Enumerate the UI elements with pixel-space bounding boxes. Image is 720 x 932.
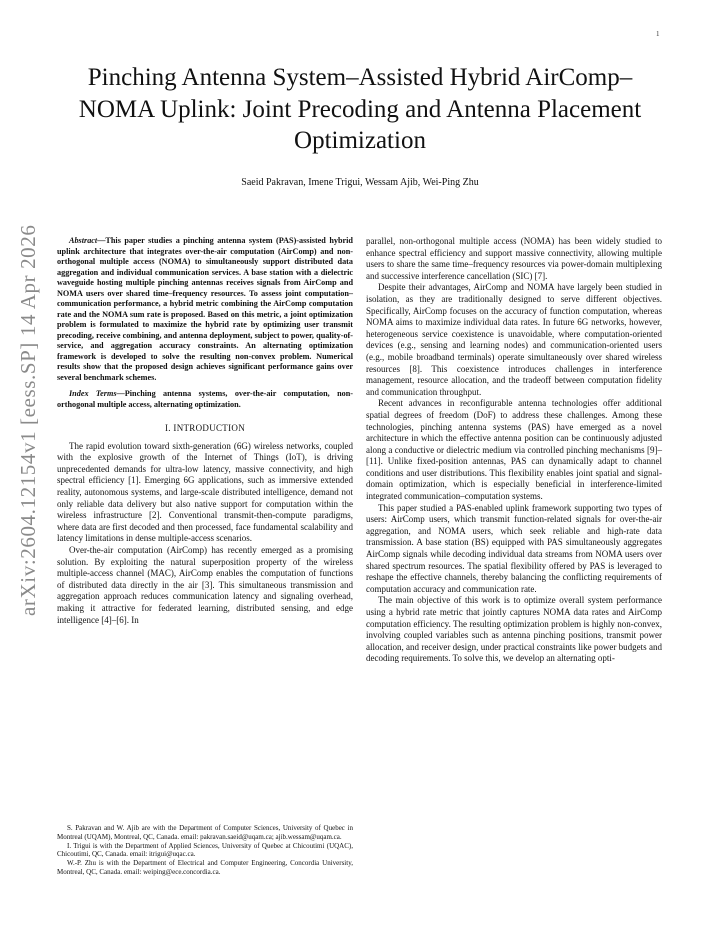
author-list: Saeid Pakravan, Imene Trigui, Wessam Ajib, Wei-Ping Zhu <box>241 177 479 188</box>
index-terms-lead: Index Terms <box>69 389 117 398</box>
abstract-text: —This paper studies a pinching antenna system (PAS)-assisted hybrid uplink architecture that integrates over-the-air computation (AirComp) and non-orthogonal multiple access (NOMA) to simultaneously support distributed data aggregation and individual communication services. A base station with a dielectric waveguide hosting multiple pinching antennas receives signals from AirComp and NOMA users over shared time–frequency resources. To assess joint computation–communication performance, a hybrid metric combining the AirComp computation rate and the NOMA sum rate is proposed. Based on this metric, a joint optimization problem is formulated to maximize the hybrid rate by optimizing user transmit precoding, receive combining, and antenna deployment, subject to power, quality-of-service, and aggregation accuracy constraints. An alternating optimization framework is developed to solve the resulting non-convex problem. Numerical results show that the proposed design achieves significant performance gains over several benchmark schemes. <box>57 236 353 382</box>
section-heading-introduction: I. INTRODUCTION <box>165 423 245 433</box>
arxiv-watermark: arXiv:2604.12154v1 [eess.SP] 14 Apr 2026 <box>16 224 40 616</box>
footnote: S. Pakravan and W. Ajib are with the Department of Computer Sciences, University of Quebec in Montreal (UQAM), Montreal, QC, Canada. email: pakravan.saeid@uqam.ca; ajib.wessam@uqam.ca. <box>57 824 353 841</box>
author-footnotes <box>57 824 353 877</box>
body-paragraph: parallel, non-orthogonal multiple access (NOMA) has been widely studied to enhance spectral efficiency and support massive connectivity, allowing multiple users to share the same time–frequency resources via power-domain multiplexing and successive interference cancellation (SIC) [7]. <box>366 236 662 281</box>
body-paragraph: This paper studied a PAS-enabled uplink framework supporting two types of users: AirComp users, which transmit function-related signals for over-the-air aggregation, and NOMA users, which seek reliable and high-rate data transmission. A base station (BS) equipped with PAS simultaneously aggregates AirComp signals while decoding individual data streams from NOMA users over shared spectrum resources. The spatial flexibility offered by PAS is leveraged to reshape the effective channels, thereby balancing the conflicting requirements of computation accuracy and communication rate. <box>366 502 662 594</box>
left-column <box>57 236 353 626</box>
right-column <box>366 236 662 665</box>
paper-title: Pinching Antenna System–Assisted Hybrid AirComp–NOMA Uplink: Joint Precoding and Antenna Placement Optimization <box>78 64 642 154</box>
body-paragraph: Despite their advantages, AirComp and NOMA have largely been studied in isolation, as they are traditionally designed to serve different objectives. Specifically, AirComp focuses on the accuracy of function computation, whereas NOMA aims to maximize individual data rates. In future 6G networks, however, heterogeneous service coexistence is unavoidable, where computation-oriented devices (e.g., sensing and learning nodes) and communication-oriented users (e.g., mobile broadband terminals) operate simultaneously over shared wireless resources [8]. This coexistence introduces challenges in interference management, resource allocation, and the tradeoff between computation fidelity and communication throughput. <box>366 282 662 397</box>
abstract <box>57 236 353 383</box>
page-number: 1 <box>656 30 660 38</box>
index-terms <box>57 389 353 410</box>
footnote: I. Trigui is with the Department of Applied Sciences, University of Quebec at Chicoutimi (UQAC), Chicoutimi, QC, Canada. email: itrigui@uqac.ca. <box>57 841 353 859</box>
body-paragraph: The rapid evolution toward sixth-generation (6G) wireless networks, coupled with the explosive growth of the Internet of Things (IoT), is driving unprecedented demands for ultra-low latency, massive connectivity, and high spectral efficiency [1]. Emerging 6G applications, such as immersive extended reality, autonomous systems, and large-scale distributed intelligence, demand not only reliable data delivery but also native support for computation within the wireless infrastructure [2]. Conventional transmit-then-compute paradigms, where data are first decoded and then processed, face fundamental scalability and latency limitations in dense multiple-access scenarios. <box>57 440 353 544</box>
index-terms-text: —Pinching antenna systems, over-the-air computation, non-orthogonal multiple access, alternating optimization. <box>57 389 354 409</box>
abstract-lead: Abstract <box>69 236 98 245</box>
body-paragraph: The main objective of this work is to optimize overall system performance using a hybrid rate metric that jointly captures NOMA data rates and AirComp computation efficiency. The resulting optimization problem is highly non-convex, involving coupled variables such as antenna pinching positions, transmit power allocation, and receiver design, under practical constraints like power budgets and decoding requirements. To solve this, we develop an alternating opti- <box>366 595 662 664</box>
footnote: W.-P. Zhu is with the Department of Electrical and Computer Engineering, Concordia University, Montreal, QC, Canada. email: weiping@ece.concordia.ca. <box>57 859 353 876</box>
body-paragraph: Recent advances in reconfigurable antenna technologies offer additional spatial degrees of freedom (DoF) to address these challenges. Among these technologies, pinching antenna systems (PAS) have emerged as a novel architecture in which the effective antenna position can be continuously adjusted along a conductive or dielectric medium via controlled pinching mechanisms [9]–[11]. Unlike fixed-position antennas, PAS can dynamically adapt to channel conditions and user distributions. This flexibility enables joint spatial and signal-domain optimization, which is especially beneficial in interference-limited integrated communication–computation systems. <box>366 398 662 502</box>
body-paragraph: Over-the-air computation (AirComp) has recently emerged as a promising solution. By exploiting the natural superposition property of the wireless multiple-access channel (MAC), AirComp enables the computation of functions of distributed data directly in the air [3]. This simultaneous transmission and aggregation approach reduces communication latency and signaling overhead, making it attractive for federated learning, distributed sensing, and edge intelligence [4]–[6]. In <box>57 544 353 625</box>
